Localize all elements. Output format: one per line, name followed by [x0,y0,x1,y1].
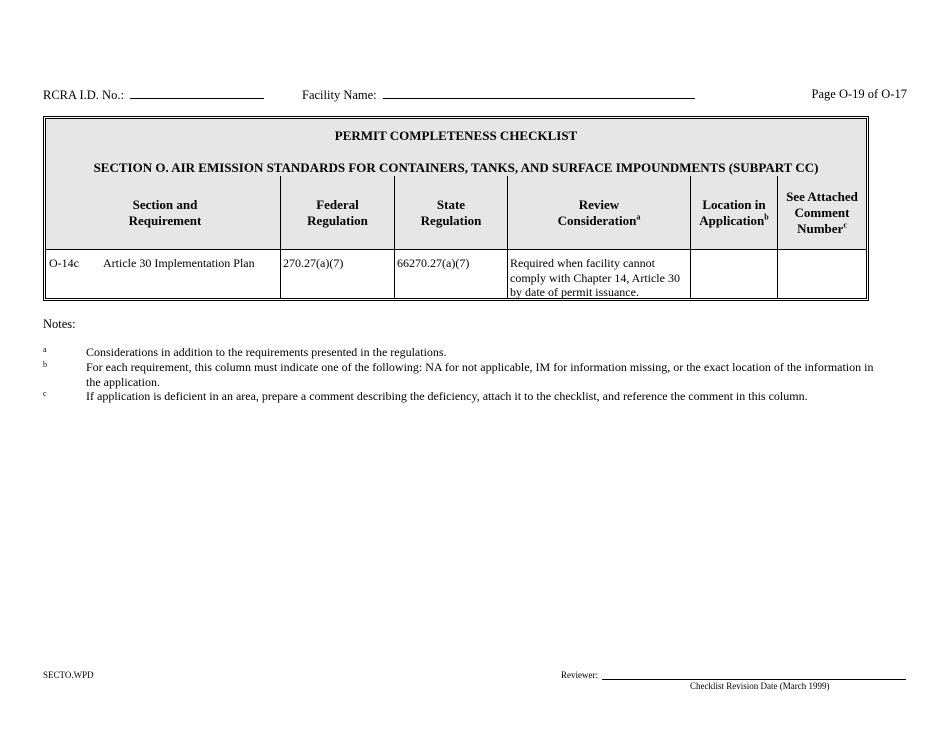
facility-name-blank [383,87,695,99]
review-header-line1: Review [578,196,620,212]
revision-date: Checklist Revision Date (March 1999) [690,681,830,691]
location-header-line1: Location in [702,196,766,212]
row-id: O-14c [49,256,79,270]
rcra-id-label: RCRA I.D. No.: [43,88,124,102]
review-header-line2: Consideration [557,212,637,228]
location-header-line2: Application [699,212,765,228]
state-header-line1: State [436,196,466,212]
column-header-federal [281,176,394,249]
section-header-line2: Requirement [128,212,202,228]
column-header-location [691,176,777,249]
row-state-regulation: 66270.27(a)(7) [397,256,470,270]
column-header-section [46,176,280,249]
row-requirement: Article 30 Implementation Plan [103,256,255,270]
row-federal-regulation: 270.27(a)(7) [283,256,344,270]
rcra-id-blank [130,87,264,99]
column-header-state [395,176,507,249]
comment-header-line1: See Attached [786,188,858,204]
checklist-table [43,116,869,301]
reviewer-signature-line [602,679,906,680]
notes-title: Notes: [43,317,76,331]
note-a-text: Considerations in addition to the requirements presented in the regulations. [86,345,447,359]
state-header-line2: Regulation [420,212,482,228]
reviewer-label: Reviewer: [561,670,598,680]
comment-header-line3: Number [797,220,844,236]
federal-header-line1: Federal [316,196,359,212]
note-c-text: If application is deficient in an area, prepare a comment describing the deficiency, attach it to the checklist, and reference the comment in this column. [86,389,808,403]
footer-filename: SECTO.WPD [43,670,94,680]
facility-name-label: Facility Name: [302,88,377,102]
column-header-review [508,176,690,249]
federal-header-line2: Regulation [307,212,368,228]
column-header-comment [778,176,866,249]
checklist-title-band [46,119,866,177]
section-title: SECTION O. AIR EMISSION STANDARDS FOR CONTAINERS, TANKS, AND SURFACE IMPOUNDMENTS (SUBPART CC) [93,160,819,175]
facility-name-field [302,87,695,103]
review-footnote-mark: a [636,212,641,222]
row-review-consideration: Required when facility cannot comply with Chapter 14, Article 30 by date of permit issuance. [510,256,680,299]
rcra-id-field [43,87,264,103]
note-b-mark: b [43,360,47,369]
note-a-mark: a [43,345,47,354]
page-number: Page O-19 of O-17 [811,87,907,101]
note-b-text: For each requirement, this column must indicate one of the following: NA for not applicable, IM for information missing, or the exact location of the information in the application. [86,360,874,389]
location-footnote-mark: b [764,212,769,222]
checklist-title: PERMIT COMPLETENESS CHECKLIST [334,128,578,143]
note-c-mark: c [43,389,47,398]
comment-footnote-mark: c [843,220,847,230]
comment-header-line2: Comment [794,204,850,220]
section-header-line1: Section and [132,196,198,212]
